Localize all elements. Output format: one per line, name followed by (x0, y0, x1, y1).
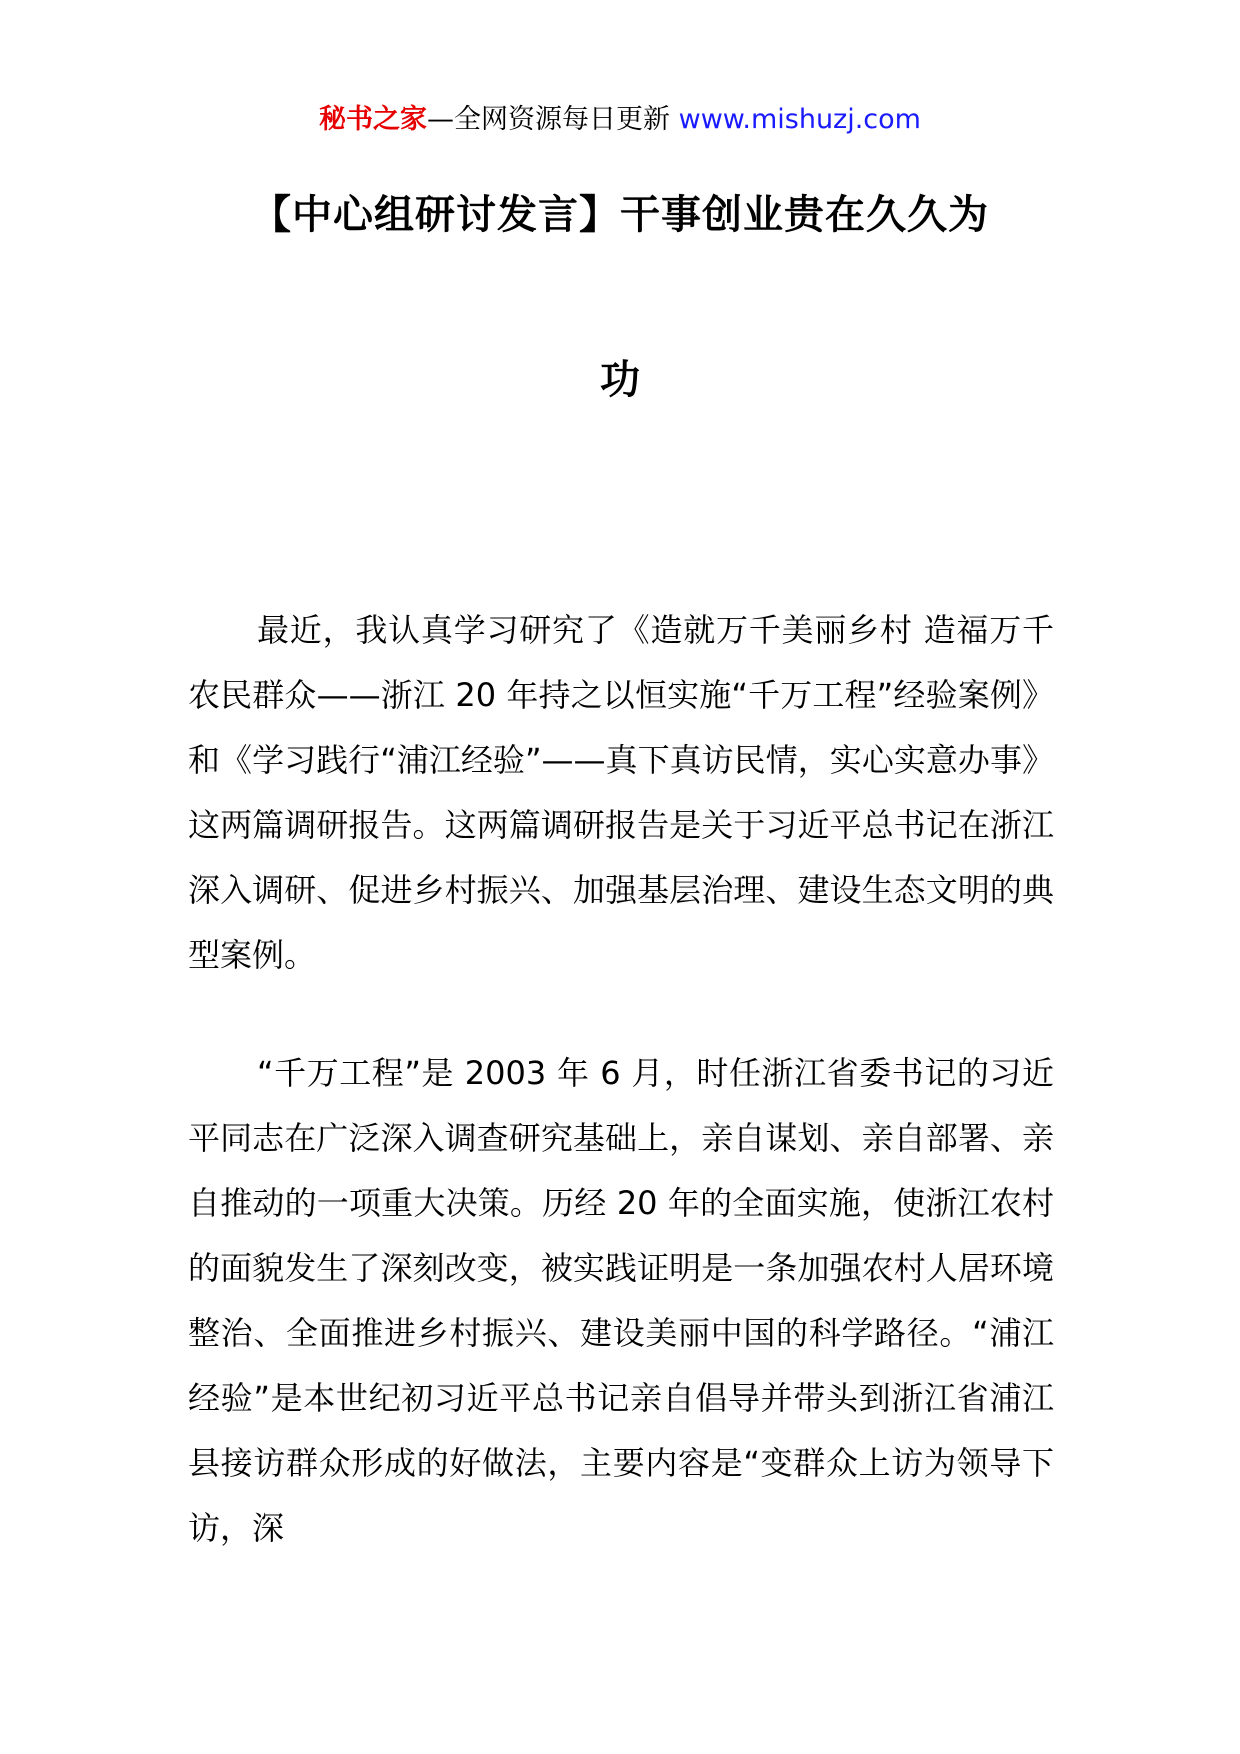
body-paragraph-1: 最近，我认真学习研究了《造就万千美丽乡村 造福万千农民群众——浙江 20 年持之以恒实施“千万工程”经验案例》和《学习践行“浦江经验”——真下真访民情，实心实意办事》这两篇调研报告。这两篇调研报告是关于习近平总书记在浙江深入调研、促进乡村振兴、加强基层治理、建设生态文明的典型案例。 (188, 611, 1054, 974)
site-url-link[interactable]: www.mishuzj.com (678, 104, 921, 135)
site-name: 秘书之家 (319, 104, 428, 135)
site-slogan: —全网资源每日更新 (427, 104, 671, 135)
document-title-continuation: 功 (600, 357, 640, 403)
body-paragraph-2: “千万工程”是 2003 年 6 月，时任浙江省委书记的习近平同志在广泛深入调查研究基础上，亲自谋划、亲自部署、亲自推动的一项重大决策。历经 20 年的全面实施，使浙江农村的面貌发生了深刻改变，被实践证明是一条加强农村人居环境整治、全面推进乡村振兴、建设美丽中国的科学路径。“浦江经验”是本世纪初习近平总书记亲自倡导并带头到浙江省浦江县接访群众形成的好做法，主要内容是“变群众上访为领导下访，深 (188, 1054, 1054, 1547)
site-header-banner (0, 100, 1240, 140)
document-title: 【中心组研讨发言】干事创业贵在久久为 (251, 192, 989, 238)
